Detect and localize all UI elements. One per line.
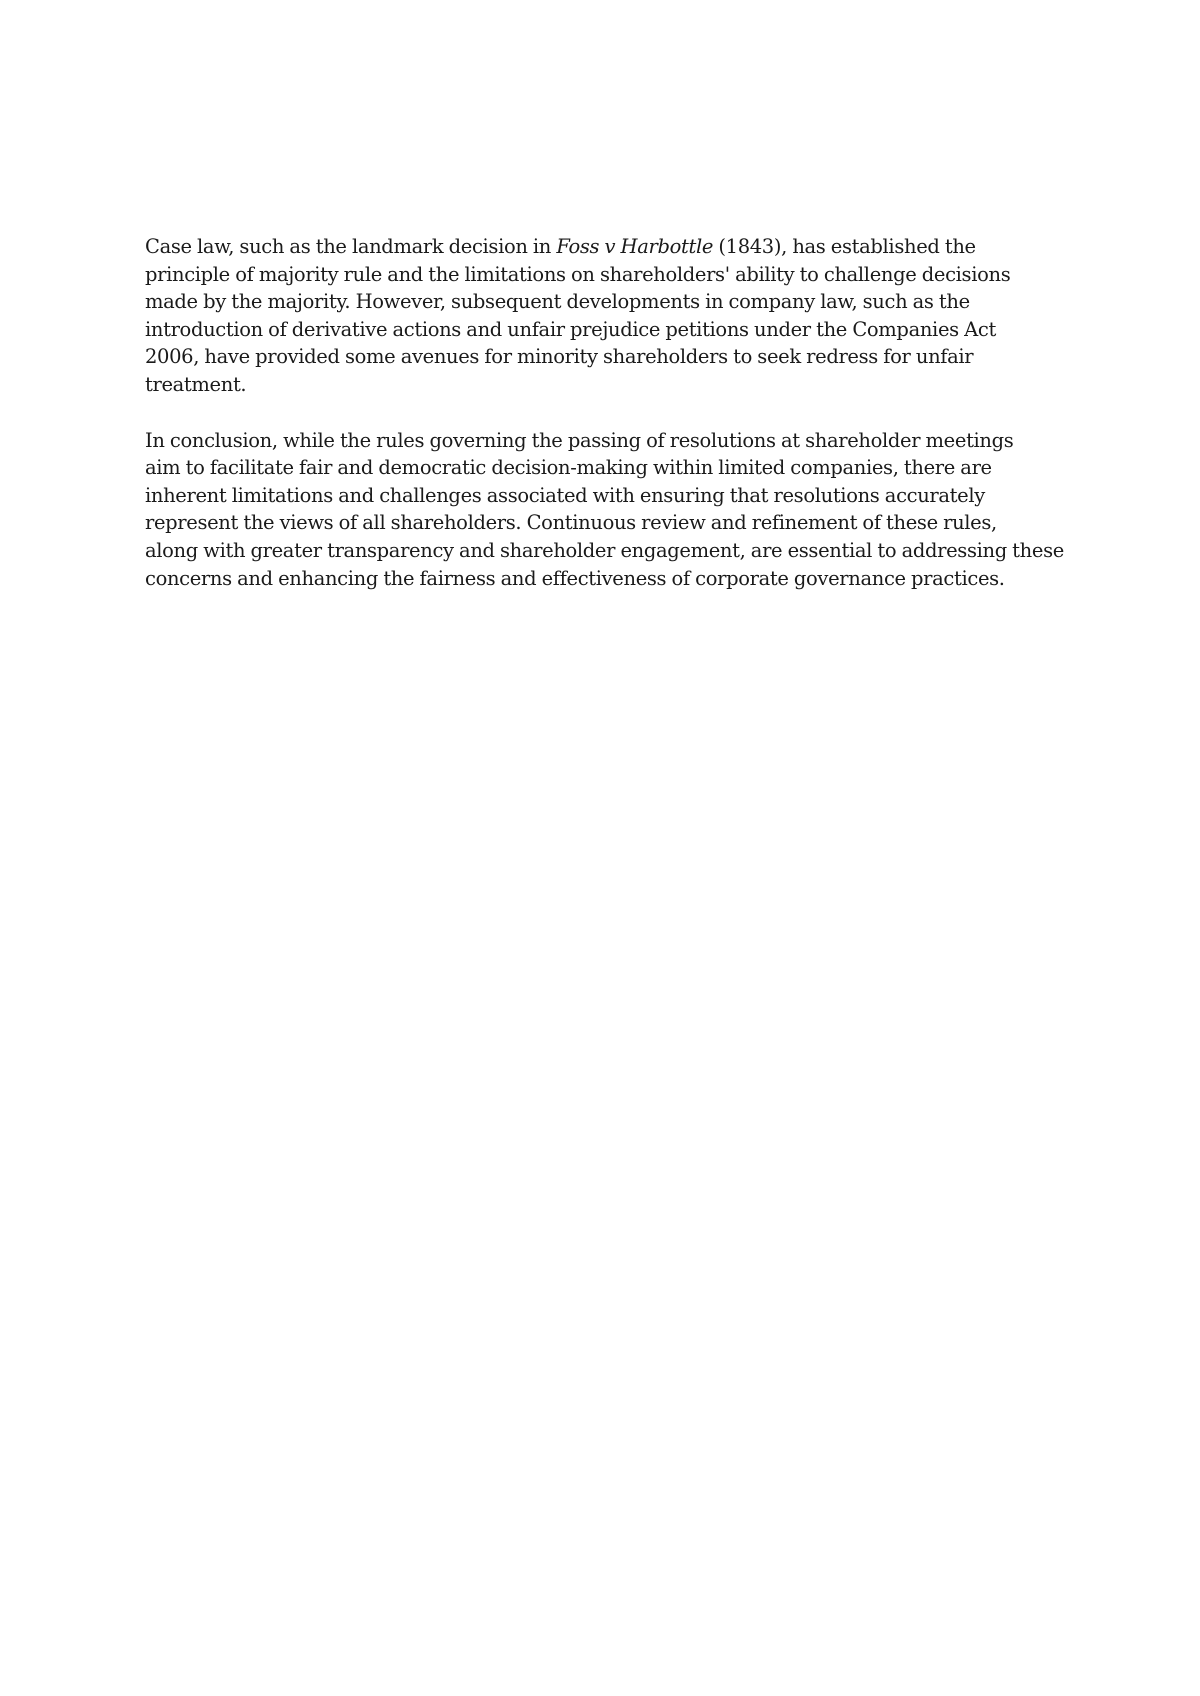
paragraph-case-law (145, 233, 1095, 399)
paragraph-1-rest: (1843), has established the principle of majority rule and the limitations on shareholders' ability to challenge decisions made by the majority. However, subsequent developments in company law, such as the introduction of derivative actions and unfair prejudice petitions under the Companies Act 2006, have provided some avenues for minority shareholders to seek redress for unfair treatment. (145, 235, 1011, 396)
paragraph-conclusion: In conclusion, while the rules governing the passing of resolutions at shareholder meetings aim to facilitate fair and democratic decision-making within limited companies, there are inherent limitations and challenges associated with ensuring that resolutions accurately represent the views of all shareholders. Continuous review and refinement of these rules, along with greater transparency and shareholder engagement, are essential to addressing these concerns and enhancing the fairness and effectiveness of corporate governance practices. (145, 428, 1064, 590)
case-name-italic: Foss v Harbottle (556, 235, 714, 258)
paragraph-1-lead: Case law, such as the landmark decision in (145, 235, 557, 258)
document-body (145, 233, 1095, 620)
